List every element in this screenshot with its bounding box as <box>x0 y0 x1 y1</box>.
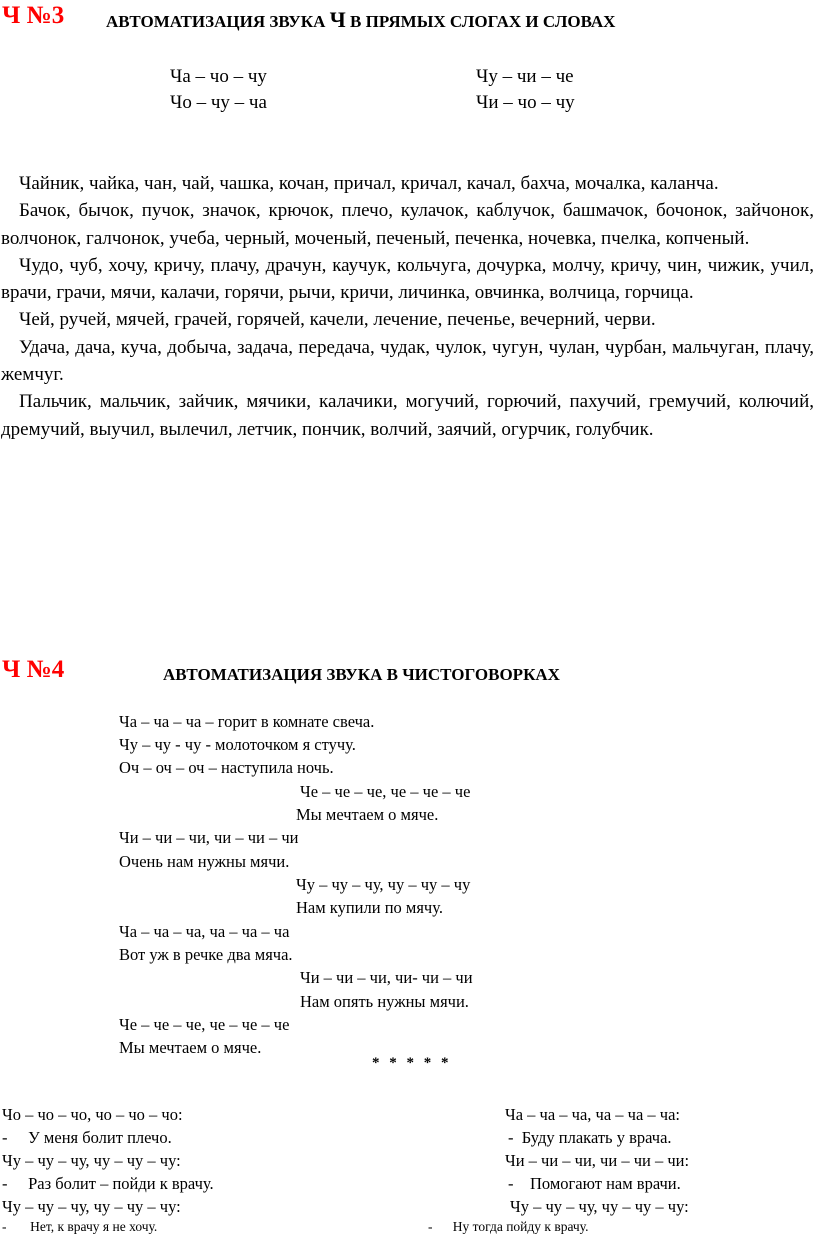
word-paragraph: Чудо, чуб, хочу, кричу, плачу, драчун, каучук, кольчуга, дочурка, молчу, кричу, чин, чижик, учил, врачи, грачи, мячи, калачи, горячи, рычи, кричи, личинка, овчинка, волчица, горчица. <box>1 254 814 304</box>
section-4-number: Ч №4 <box>2 656 65 683</box>
dialog-line: Чу – чу – чу, чу – чу – чу: <box>510 1197 689 1216</box>
dialog-line: Ча – ча – ча, ча – ча – ча: <box>505 1105 680 1124</box>
syllable-line: Чу – чи – че <box>476 66 574 87</box>
rhyme-line: Нам опять нужны мячи. <box>300 992 469 1011</box>
dialog-line: - У меня болит плечо. <box>2 1128 172 1147</box>
dialog-line: - Раз болит – пойди к врачу. <box>2 1174 214 1193</box>
section-3-number: Ч №3 <box>2 2 65 29</box>
rhyme-line: Вот уж в речке два мяча. <box>119 945 293 964</box>
dialog-line: - Буду плакать у врача. <box>508 1128 672 1147</box>
word-paragraph: Чайник, чайка, чан, чай, чашка, кочан, причал, кричал, качал, бахча, мочалка, каланча. <box>19 173 719 194</box>
syllables-left <box>170 64 267 116</box>
rhyme-line: Нам купили по мячу. <box>296 898 443 917</box>
word-paragraph: Бачок, бычок, пучок, значок, крючок, плечо, кулачок, каблучок, башмачок, бочонок, зайчонок, волчонок, галчонок, учеба, черный, моченый, печеный, печенка, ночевка, пчелка, копченый. <box>1 200 814 249</box>
rhyme-line: Че – че – че, че – че – че <box>300 782 471 801</box>
syllables-right <box>476 64 575 116</box>
section-4-title: АВТОМАТИЗАЦИЯ ЗВУКА В ЧИСТОГОВОРКАХ <box>163 665 560 684</box>
syllable-line: Чо – чу – ча <box>170 92 267 113</box>
dialog-line: - Ну тогда пойду к врачу. <box>428 1219 589 1234</box>
rhyme-line: Чу – чу - чу - молоточком я стучу. <box>119 735 356 754</box>
section-3-title-letter: Ч <box>329 7 346 32</box>
dialog-line: Чо – чо – чо, чо – чо – чо: <box>2 1105 183 1124</box>
word-paragraphs <box>1 170 814 443</box>
word-paragraph: Пальчик, мальчик, зайчик, мячики, калачики, могучий, горючий, пахучий, гремучий, колючий, дремучий, выучил, вылечил, летчик, пончик, волчий, заячий, огурчик, голубчик. <box>1 391 814 440</box>
section-3-title-post: В ПРЯМЫХ СЛОГАХ И СЛОВАХ <box>345 12 616 31</box>
section-3-title <box>106 7 615 33</box>
rhyme-line: Ча – ча – ча, ча – ча – ча <box>119 922 290 941</box>
rhyme-line: Мы мечтаем о мяче. <box>296 805 439 824</box>
word-paragraph: Удача, дача, куча, добыча, задача, передача, чудак, чулок, чугун, чулан, чурбан, мальчуган, плачу, жемчуг. <box>1 336 814 386</box>
rhyme-line: Чу – чу – чу, чу – чу – чу <box>296 875 471 894</box>
rhyme-line: Че – че – че, че – че – че <box>119 1015 290 1034</box>
rhyme-line: Очень нам нужны мячи. <box>119 852 290 871</box>
separator-stars: * * * * * <box>372 1055 452 1071</box>
word-paragraph: Чей, ручей, мячей, грачей, горячей, качели, лечение, печенье, вечерний, черви. <box>19 309 656 331</box>
dialog-line: - Помогают нам врачи. <box>508 1174 681 1193</box>
rhyme-line: Чи – чи – чи, чи – чи – чи <box>119 828 299 847</box>
dialog-line: - Нет, к врачу я не хочу. <box>2 1219 158 1234</box>
rhyme-line: Ча – ча – ча – горит в комнате свеча. <box>119 712 375 731</box>
rhyme-line: Мы мечтаем о мяче. <box>119 1038 262 1057</box>
dialog-line: Чу – чу – чу, чу – чу – чу: <box>2 1151 181 1170</box>
section-3-title-pre: АВТОМАТИЗАЦИЯ ЗВУКА <box>106 12 330 31</box>
syllable-line: Ча – чо – чу <box>170 66 267 87</box>
dialog-line: Чи – чи – чи, чи – чи – чи: <box>505 1151 690 1170</box>
rhyme-line: Чи – чи – чи, чи- чи – чи <box>300 968 473 987</box>
syllable-line: Чи – чо – чу <box>476 92 575 113</box>
rhyme-line: Оч – оч – оч – наступила ночь. <box>119 758 334 777</box>
dialog-line: Чу – чу – чу, чу – чу – чу: <box>2 1197 181 1216</box>
